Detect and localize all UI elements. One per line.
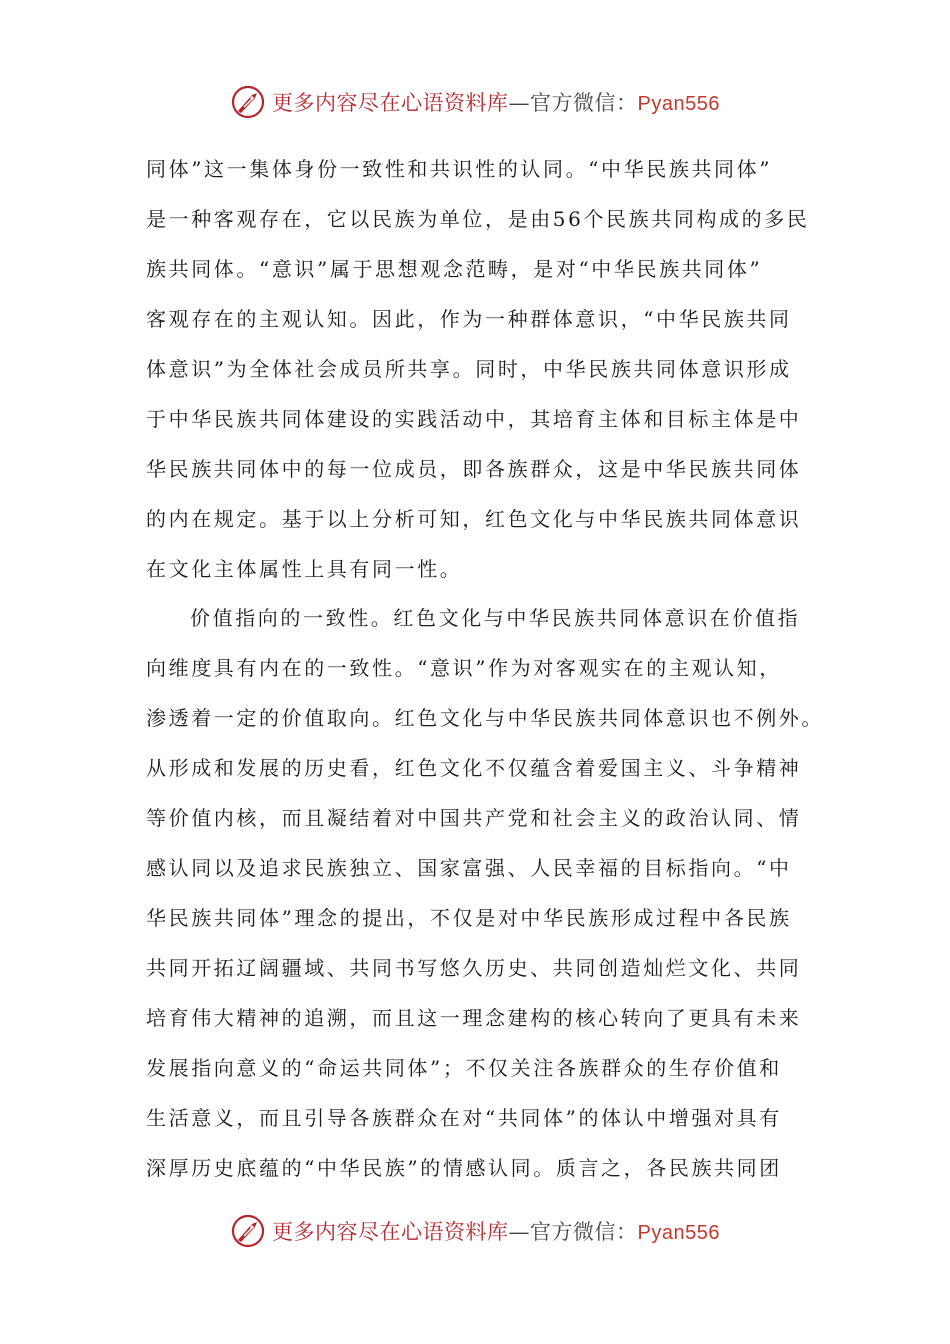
text-line: 共同开拓辽阔疆域、共同书写悠久历史、共同创造灿烂文化、共同: [146, 956, 802, 980]
text-line: 的内在规定。基于以上分析可知，红色文化与中华民族共同体意识: [146, 506, 802, 531]
pen-nib-circle-icon: [230, 84, 266, 120]
banner-text: [272, 1216, 720, 1246]
text-line: 感认同以及追求民族独立、国家富强、人民幸福的目标指向。“中: [146, 856, 792, 881]
text-line: 族共同体。“意识”属于思想观念范畴，是对“中华民族共同体”: [146, 256, 763, 281]
banner-wechat-label: 官方微信：: [530, 91, 638, 115]
text-line: 华民族共同体中的每一位成员，即各族群众，这是中华民族共同体: [146, 456, 802, 481]
text-line: 客观存在的主观认知。因此，作为一种群体意识，“中华民族共同: [146, 306, 792, 331]
banner-brand: 更多内容尽在心语资料库: [272, 91, 509, 115]
header-banner: [0, 80, 950, 124]
text-line: 华民族共同体”理念的提出，不仅是对中华民族形成过程中各民族: [146, 906, 792, 931]
banner-text: [272, 87, 720, 117]
text-line: 体意识”为全体社会成员所共享。同时，中华民族共同体意识形成: [146, 356, 792, 381]
banner-dash: —: [508, 1220, 531, 1244]
banner-dash: —: [508, 91, 531, 115]
text-line: 从形成和发展的历史看，红色文化不仅蕴含着爱国主义、斗争精神: [146, 756, 802, 781]
text-line: 培育伟大精神的追溯，而且这一理念建构的核心转向了更具有未来: [146, 1005, 802, 1030]
text-line: 生活意义，而且引导各族群众在对“共同体”的体认中增强对具有: [146, 1105, 782, 1130]
text-line: 于中华民族共同体建设的实践活动中，其培育主体和目标主体是中: [146, 406, 802, 431]
text-line: 是一种客观存在，它以民族为单位，是由56个民族共同构成的多民: [146, 206, 810, 231]
text-line: 深厚历史底蕴的“中华民族”的情感认同。质言之，各民族共同团: [146, 1155, 782, 1180]
banner-brand: 更多内容尽在心语资料库: [272, 1220, 509, 1244]
text-line: 向维度具有内在的一致性。“意识”作为对客观实在的主观认知，: [146, 656, 782, 681]
pen-nib-circle-icon: [230, 1213, 266, 1249]
text-line: 同体”这一集体身份一致性和共识性的认同。“中华民族共同体”: [146, 157, 773, 181]
text-line: 在文化主体属性上具有同一性。: [146, 556, 463, 581]
text-line: 渗透着一定的价值取向。红色文化与中华民族共同体意识也不例外。: [146, 706, 824, 731]
text-line: 发展指向意义的“命运共同体”；不仅关注各族群众的生存价值和: [146, 1055, 782, 1080]
banner-wechat-id: Pyan556: [637, 1222, 720, 1244]
footer-banner: [0, 1209, 950, 1253]
banner-wechat-label: 官方微信：: [530, 1220, 638, 1244]
document-body: [146, 145, 824, 1194]
paragraph-start-line: 价值指向的一致性。红色文化与中华民族共同体意识在价值指: [190, 606, 801, 631]
text-line: 等价值内核，而且凝结着对中国共产党和社会主义的政治认同、情: [146, 806, 802, 831]
banner-wechat-id: Pyan556: [637, 93, 720, 115]
